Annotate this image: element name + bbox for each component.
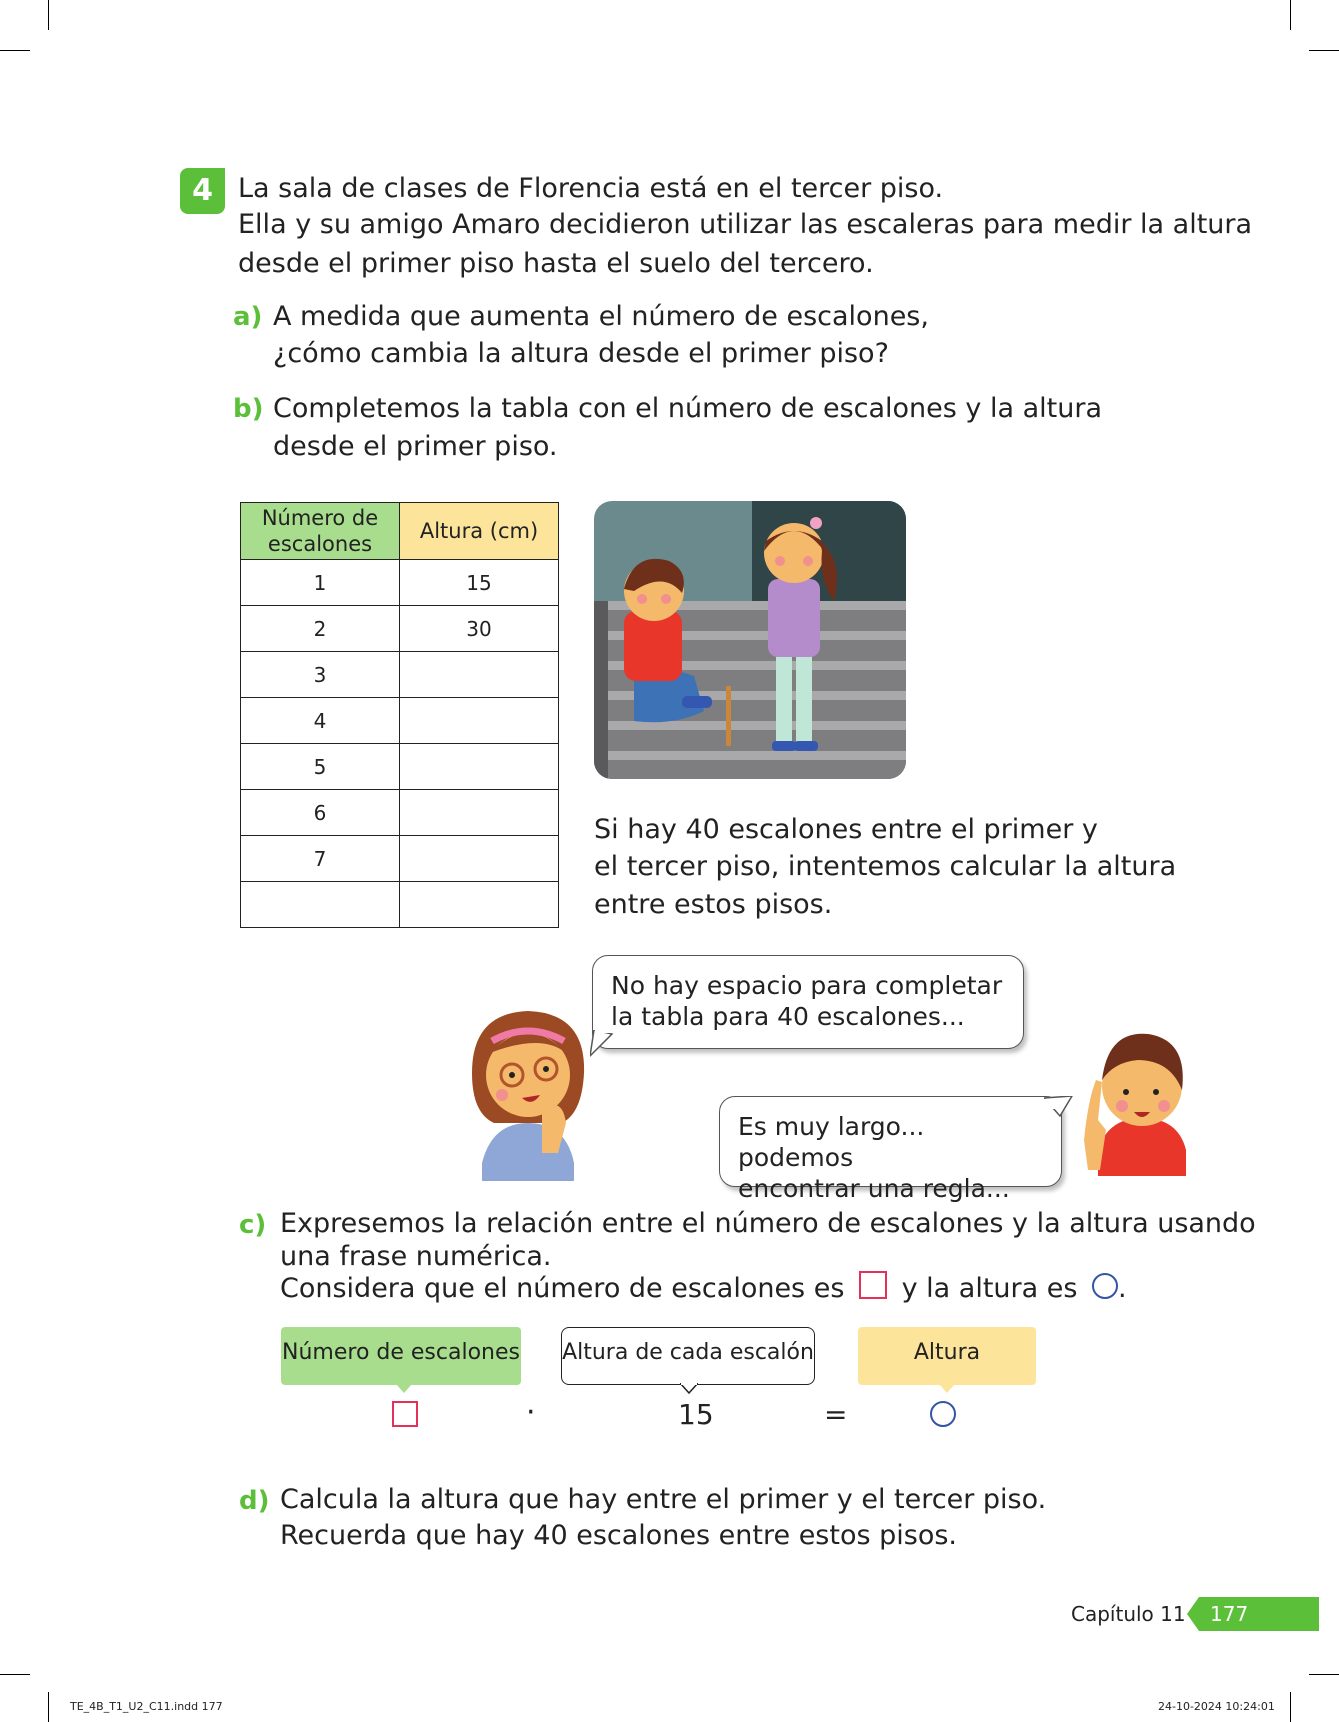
cell-steps: 4 — [241, 698, 400, 744]
cell-height: 15 — [400, 560, 559, 606]
speech-bubble-boy — [719, 1096, 1062, 1203]
bubble-tail-girl — [590, 1030, 614, 1058]
cell-steps: 5 — [241, 744, 400, 790]
equation-multiply: · — [526, 1395, 536, 1430]
part-c-line-3-mid: y la altura es — [901, 1273, 1078, 1304]
part-b-line-1: Completemos la tabla con el número de escalones y la altura — [273, 393, 1102, 424]
part-c-line-3-end: . — [1118, 1273, 1127, 1304]
crop-mark — [1309, 50, 1339, 51]
bubble-boy-line-1: Es muy largo... podemos — [738, 1112, 925, 1172]
cell-steps: 2 — [241, 606, 400, 652]
cell-height — [400, 744, 559, 790]
table-row — [241, 698, 559, 744]
tag-pointer-green — [396, 1384, 412, 1393]
problem-number-badge: 4 — [180, 168, 225, 214]
page-number: 177 — [1210, 1602, 1249, 1626]
cell-height — [400, 790, 559, 836]
steps-table — [240, 502, 559, 928]
tag-height: Altura — [858, 1327, 1036, 1385]
cell-steps: 7 — [241, 836, 400, 882]
tag-pointer-white — [680, 1383, 698, 1394]
tag-step-height: Altura de cada escalón — [561, 1327, 815, 1385]
part-c-line-3 — [280, 1270, 1127, 1307]
side-text-line-1: Si hay 40 escalones entre el primer y — [594, 814, 1098, 845]
bubble-girl-line-2: la tabla para 40 escalones... — [611, 1002, 965, 1031]
crop-mark — [1290, 0, 1291, 30]
page-number-tab — [1187, 1597, 1319, 1631]
file-name: TE_4B_T1_U2_C11.indd 177 — [70, 1700, 223, 1713]
intro-line-1: La sala de clases de Florencia está en el tercer piso. — [238, 173, 944, 204]
cell-height — [400, 882, 559, 928]
print-timestamp: 24-10-2024 10:24:01 — [1158, 1700, 1275, 1713]
table-row — [241, 790, 559, 836]
equation-square — [392, 1401, 418, 1427]
part-b-label: b) — [233, 394, 264, 424]
part-d-line-2: Recuerda que hay 40 escalones entre estos pisos. — [280, 1520, 958, 1551]
part-c-line-3-pre: Considera que el número de escalones es — [280, 1273, 845, 1304]
side-text-line-3: entre estos pisos. — [594, 889, 833, 920]
header-height: Altura (cm) — [400, 503, 559, 560]
girl-glasses-illustration — [462, 1003, 594, 1181]
intro-line-2: Ella y su amigo Amaro decidieron utilizar las escaleras para medir la altura — [238, 209, 1253, 240]
header-steps: Número de escalones — [241, 503, 400, 560]
bubble-girl-line-1: No hay espacio para completar — [611, 971, 1003, 1000]
cell-steps — [241, 882, 400, 928]
chapter-label: Capítulo 11 — [1071, 1602, 1186, 1626]
cell-steps: 6 — [241, 790, 400, 836]
blue-circle-symbol — [1092, 1273, 1118, 1299]
cell-height — [400, 698, 559, 744]
part-c-line-1: Expresemos la relación entre el número de escalones y la altura usando — [280, 1208, 1256, 1239]
equation-equals: = — [824, 1398, 848, 1431]
bubble-boy-line-2: encontrar una regla... — [738, 1174, 1010, 1203]
tag-number-of-steps: Número de escalones — [281, 1327, 521, 1385]
bubble-tail-boy — [1044, 1096, 1074, 1120]
crop-mark — [1309, 1674, 1339, 1675]
intro-line-3: desde el primer piso hasta el suelo del tercero. — [238, 248, 874, 279]
part-d-line-1: Calcula la altura que hay entre el primer y el tercer piso. — [280, 1484, 1047, 1515]
part-d-label: d) — [239, 1486, 270, 1516]
part-a-line-2: ¿cómo cambia la altura desde el primer piso? — [273, 338, 889, 369]
crop-mark — [48, 0, 49, 30]
stairs-illustration — [594, 501, 906, 779]
equation-circle — [930, 1401, 956, 1427]
cell-height — [400, 836, 559, 882]
crop-mark — [0, 50, 30, 51]
part-a-label: a) — [233, 302, 263, 332]
crop-mark — [1290, 1692, 1291, 1722]
equation-value: 15 — [678, 1398, 714, 1431]
part-c-label: c) — [239, 1210, 267, 1240]
table-row — [241, 836, 559, 882]
crop-mark — [0, 1674, 30, 1675]
side-text-line-2: el tercer piso, intentemos calcular la altura — [594, 851, 1177, 882]
crop-mark — [48, 1692, 49, 1722]
cell-height — [400, 652, 559, 698]
cell-steps: 3 — [241, 652, 400, 698]
tag-pointer-yellow — [939, 1384, 955, 1393]
table-header-row — [241, 503, 559, 560]
part-c-line-2: una frase numérica. — [280, 1241, 552, 1272]
cell-height: 30 — [400, 606, 559, 652]
speech-bubble-girl — [592, 955, 1024, 1049]
boy-pointing-illustration — [1078, 1020, 1190, 1176]
table-row — [241, 744, 559, 790]
red-square-symbol — [859, 1271, 887, 1299]
table-row — [241, 560, 559, 606]
table-row — [241, 882, 559, 928]
part-a-line-1: A medida que aumenta el número de escalones, — [273, 301, 929, 332]
cell-steps: 1 — [241, 560, 400, 606]
table-row — [241, 652, 559, 698]
part-b-line-2: desde el primer piso. — [273, 431, 558, 462]
table-row — [241, 606, 559, 652]
